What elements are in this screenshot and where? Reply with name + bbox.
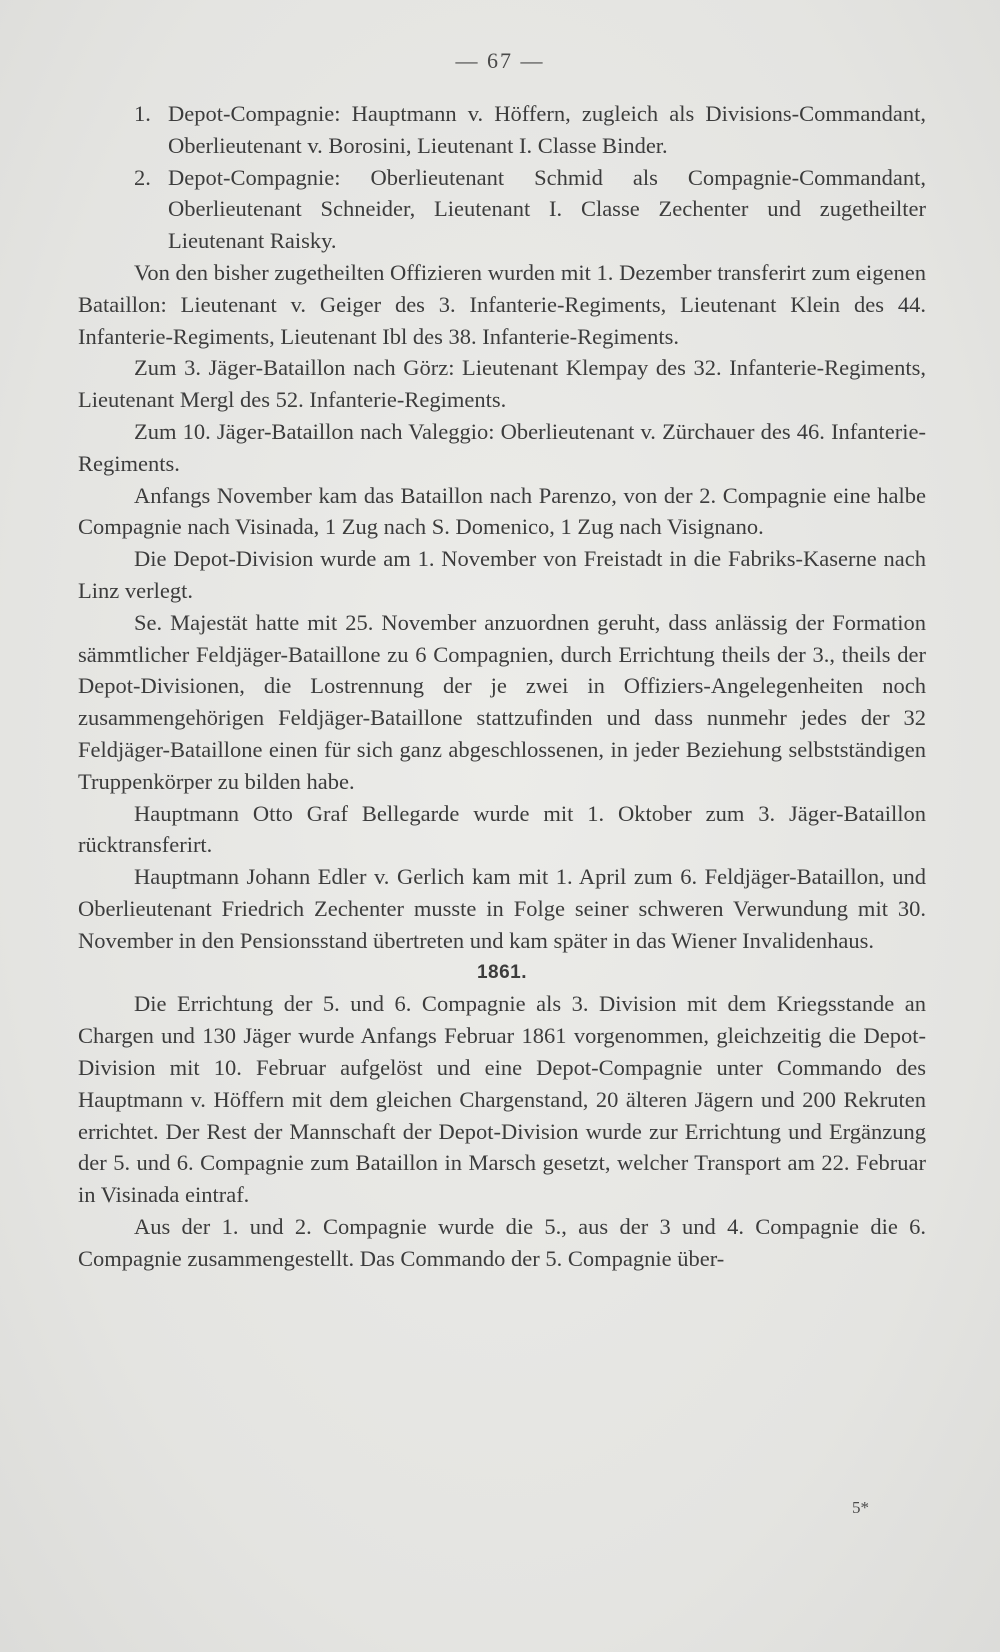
paragraph: Hauptmann Johann Edler v. Gerlich kam mit 1. April zum 6. Feldjäger-Bataillon, und Oberlieutenant Friedrich Zechenter musste in Folge seiner schweren Verwundung mit 30. November in den Pensionsstand übertreten und kam später in das Wiener Invalidenhaus. [78, 864, 926, 953]
page-text-body [78, 98, 926, 1274]
paragraph: Zum 10. Jäger-Bataillon nach Valeggio: Oberlieutenant v. Zürchauer des 46. Infanterie-Regiments. [78, 418, 926, 476]
list-item-number: 1. [134, 101, 151, 126]
paragraph: Anfangs November kam das Bataillon nach Parenzo, von der 2. Compagnie eine halbe Compagnie nach Visinada, 1 Zug nach S. Domenico, 1 Zug nach Visignano. [78, 482, 926, 540]
signature-mark: 5* [852, 1498, 869, 1517]
paragraph: Von den bisher zugetheilten Offizieren wurden mit 1. Dezember transferirt zum eigenen Bataillon: Lieutenant v. Geiger des 3. Infanterie-Regiments, Lieutenant Klein des 44. Infanterie-Regiments, Lieutenant Ibl des 38. Infanterie-Regiments. [78, 259, 926, 349]
list-item-number: 2. [134, 164, 151, 190]
paragraph: Zum 3. Jäger-Bataillon nach Görz: Lieutenant Klempay des 32. Infanterie-Regiments, Lieutenant Mergl des 52. Infanterie-Regiments. [78, 355, 926, 413]
paragraph: Aus der 1. und 2. Compagnie wurde die 5., aus der 3 und 4. Compagnie die 6. Compagnie zusammengestellt. Das Commando der 5. Compagnie über- [78, 1213, 926, 1271]
list-item [78, 98, 926, 162]
list-item-text: Depot-Compagnie: Oberlieutenant Schmid als Compagnie-Commandant, Oberlieutenant Schneider, Lieutenant I. Classe Zechenter und zugetheilter Lieutenant Raisky. [168, 164, 926, 254]
paragraph: Hauptmann Otto Graf Bellegarde wurde mit 1. Oktober zum 3. Jäger-Bataillon rücktransferirt. [78, 800, 926, 858]
year-heading: 1861. [476, 961, 528, 983]
list-item [78, 162, 926, 257]
list-item-text: Depot-Compagnie: Hauptmann v. Höffern, zugleich als Divisions-Commandant, Oberlieutenant v. Borosini, Lieutenant I. Classe Binder. [168, 101, 926, 158]
paragraph: Die Depot-Division wurde am 1. November von Freistadt in die Fabriks-Kaserne nach Linz verlegt. [78, 546, 926, 603]
page-number: — 67 — [455, 48, 545, 73]
paragraph: Die Errichtung der 5. und 6. Compagnie als 3. Division mit dem Kriegsstande an Chargen und 130 Jäger wurde Anfangs Februar 1861 vorgenommen, gleichzeitig die Depot-Division mit 10. Februar aufgelöst und eine Depot-Compagnie unter Commando des Hauptmann v. Höffern mit dem gleichen Chargenstand, 20 älteren Jägern und 200 Rekruten errichtet. Der Rest der Mannschaft der Depot-Division wurde zur Errichtung und Ergänzung der 5. und 6. Compagnie zum Bataillon in Marsch gesetzt, welcher Transport am 22. Februar in Visinada eintraf. [78, 991, 926, 1208]
paragraph: Se. Majestät hatte mit 25. November anzuordnen geruht, dass anlässig der Formation sämmtlicher Feldjäger-Bataillone zu 6 Compagnien, durch Errichtung theils der 3., theils der Depot-Divisionen, die Lostrennung der je zwei in Offiziers-Angelegenheiten noch zusammengehörigen Feldjäger-Bataillone stattzufinden und dass nunmehr jedes der 32 Feldjäger-Bataillone einen für sich ganz abgeschlossenen, in jeder Beziehung selbstständigen Truppenkörper zu bilden habe. [78, 609, 926, 794]
